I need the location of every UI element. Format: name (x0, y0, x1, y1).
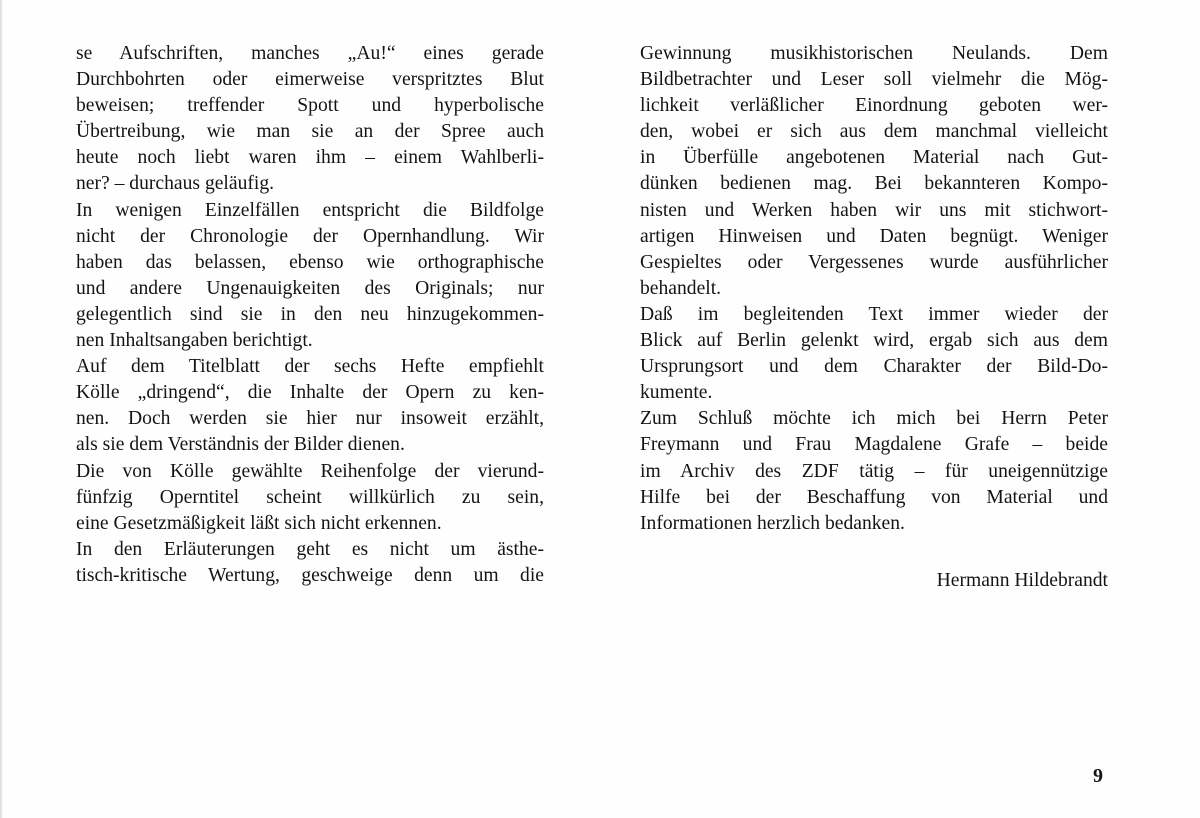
text-line: Daß im begleitenden Text immer wieder der (640, 303, 1108, 325)
text-line: Ursprungsort und dem Charakter der Bild-Do- (640, 356, 1108, 378)
author-signature: Hermann Hildebrandt (936, 570, 1108, 591)
text-line: nisten und Werken haben wir uns mit stichwort- (640, 199, 1108, 221)
text-line: im Archiv des ZDF tätig – für uneigennützige (640, 460, 1108, 482)
text-line: Kölle „dringend“, die Inhalte der Opern zu ken- (76, 382, 544, 404)
right-text-column (640, 41, 1108, 537)
text-line: ner? – durchaus geläufig. (76, 173, 275, 195)
text-line: Zum Schluß möchte ich mich bei Herrn Peter (640, 408, 1108, 430)
text-line: In den Erläuterungen geht es nicht um ästhe- (76, 538, 544, 560)
text-line: fünfzig Operntitel scheint willkürlich zu sein, (76, 486, 544, 508)
scan-edge-shadow (0, 0, 3, 818)
text-line: und andere Ungenauigkeiten des Originals; nur (76, 277, 544, 299)
text-line: behandelt. (640, 277, 722, 299)
text-line: Auf dem Titelblatt der sechs Hefte empfiehlt (76, 356, 544, 378)
text-line: In wenigen Einzelfällen entspricht die Bildfolge (76, 199, 544, 221)
text-line: den, wobei er sich aus dem manchmal vielleicht (640, 121, 1108, 143)
text-line: se Aufschriften, manches „Au!“ eines gerade (76, 43, 544, 64)
text-line: als sie dem Verständnis der Bilder dienen. (76, 434, 405, 456)
text-line: nen Inhaltsangaben berichtigt. (76, 330, 313, 352)
text-line: Informationen herzlich bedanken. (640, 512, 905, 534)
text-line: Die von Kölle gewählte Reihenfolge der vierund- (76, 460, 544, 482)
text-line: eine Gesetzmäßigkeit läßt sich nicht erkennen. (76, 512, 442, 534)
text-line: Blick auf Berlin gelenkt wird, ergab sich aus dem (640, 330, 1108, 352)
text-line: heute noch liebt waren ihm – einem Wahlberli- (76, 147, 544, 169)
text-line: haben das belassen, ebenso wie orthographische (76, 251, 544, 273)
text-line: kumente. (640, 382, 713, 404)
text-line: Übertreibung, wie man sie an der Spree auch (76, 121, 544, 143)
text-line: Durchbohrten oder eimerweise verspritztes Blut (76, 69, 544, 91)
left-text-column (76, 41, 544, 589)
text-line: beweisen; treffender Spott und hyperbolische (76, 95, 544, 117)
text-line: Gespieltes oder Vergessenes wurde ausführlicher (640, 251, 1108, 273)
text-line: nen. Doch werden sie hier nur insoweit erzählt, (76, 408, 544, 430)
text-line: lichkeit verläßlicher Einordnung geboten wer- (640, 95, 1108, 117)
text-line: Gewinnung musikhistorischen Neulands. Dem (640, 43, 1108, 64)
text-line: dünken bedienen mag. Bei bekannteren Kompo- (640, 173, 1108, 195)
text-line: gelegentlich sind sie in den neu hinzugekommen- (76, 303, 544, 325)
text-line: tisch-kritische Wertung, geschweige denn um die (76, 564, 544, 586)
text-line: Freymann und Frau Magdalene Grafe – beide (640, 434, 1108, 456)
text-line: in Überfülle angebotenen Material nach Gut- (640, 147, 1108, 169)
text-line: artigen Hinweisen und Daten begnügt. Weniger (640, 225, 1108, 247)
text-line: nicht der Chronologie der Opernhandlung. Wir (76, 225, 544, 247)
page-number: 9 (1093, 765, 1103, 787)
text-line: Hilfe bei der Beschaffung von Material und (640, 486, 1108, 508)
text-line: Bildbetrachter und Leser soll vielmehr die Mög- (640, 69, 1108, 91)
